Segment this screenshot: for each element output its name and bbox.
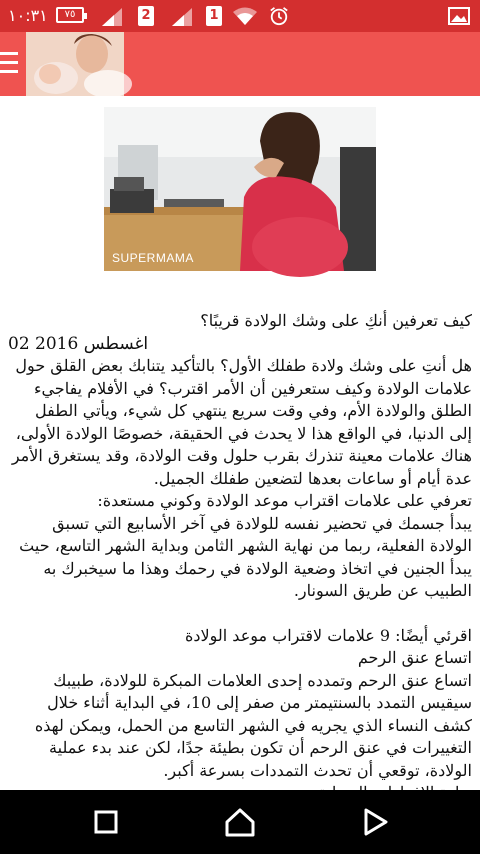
- signal-strength-icon: [100, 6, 124, 26]
- wifi-icon: [232, 6, 258, 26]
- app-bar: [0, 32, 480, 96]
- article-hero-image: [104, 107, 376, 271]
- read-also-link[interactable]: اقرئي أيضًا: 9 علامات لاقتراب موعد الولادة: [185, 625, 472, 645]
- triangle-back-icon[interactable]: [356, 804, 392, 840]
- status-time: ١٠:٣١: [8, 6, 48, 25]
- signal-strength-icon: [170, 6, 194, 26]
- alarm-clock-icon: [268, 6, 290, 26]
- article-section-intro: تعرفي على علامات اقتراب موعد الولادة وكوني مستعدة:: [97, 491, 472, 510]
- battery-icon: ٧٥: [56, 7, 84, 23]
- image-notification-icon: [448, 6, 470, 26]
- article-date: 02 اغسطس 2016: [8, 333, 149, 354]
- paragraph-spacer: [8, 603, 472, 625]
- article-title: كيف تعرفين أنكِ على وشك الولادة قريبًا؟: [200, 311, 472, 330]
- article-paragraph: يبدأ جسمك في تحضير نفسه للولادة في آخر الأسابيع التي تسبق الولادة الفعلية، ربما من نهاية الشهر الثامن وبداية الشهر التاسع، حيث يبدأ الجنين في اتخاذ وضعية الولادة في رحمك وهذا ما سيخبرك به الطبيب عن طريق السونار.: [19, 513, 472, 600]
- system-nav-bar: [0, 790, 480, 854]
- article-subheading: اتساع عنق الرحم: [357, 648, 472, 667]
- hamburger-menu-icon[interactable]: [0, 46, 20, 82]
- article-view[interactable]: [0, 96, 480, 790]
- sim-slot-icon: 1: [206, 6, 222, 26]
- mother-and-baby-banner: [26, 32, 124, 96]
- status-bar: [0, 0, 480, 32]
- article-paragraph: هل أنتِ على وشك ولادة طفلك الأول؟ بالتأكيد يتنابك بعض القلق حول علامات الولادة وكيف ستعرفين أن الأمر اقترب؟ في الأفلام يفاجيء الطلق والولادة الأم، وفي وقت سريع ينتهي كل شيء، ويأتي الطفل إلى الدنيا، في الواقع هذا لا يحدث في الحقيقة، خصوصًا الولادة الأولى، هناك علامات معينة تنذرك بقرب حلول وقت الولادة، وقد يستغرق الأمر عدة أيام أو ساعات بعدها لتضعين طفلك الجميل.: [11, 356, 472, 488]
- square-recents-icon[interactable]: [88, 804, 124, 840]
- home-icon[interactable]: [222, 804, 258, 840]
- hero-image-caption: SUPERMAMA: [112, 251, 194, 265]
- article-body: [8, 310, 472, 805]
- article-paragraph: اتساع عنق الرحم وتمدده إحدى العلامات المبكرة للولادة، طبيبك سيقيس التمدد بالسنتيمتر من صفر إلى 10، في البداية أثناء خلال كشف النساء الذي يجريه في الشهر التاسع من الحمل، ويمكن لهذه التغييرات في عنق الرحم أن تكون بطيئة جدًا، لكن عند بدء عملية الولادة، توقعي أن تحدث التمددات بسرعة أكبر.: [34, 670, 472, 780]
- sim-slot-icon: 2: [138, 6, 154, 26]
